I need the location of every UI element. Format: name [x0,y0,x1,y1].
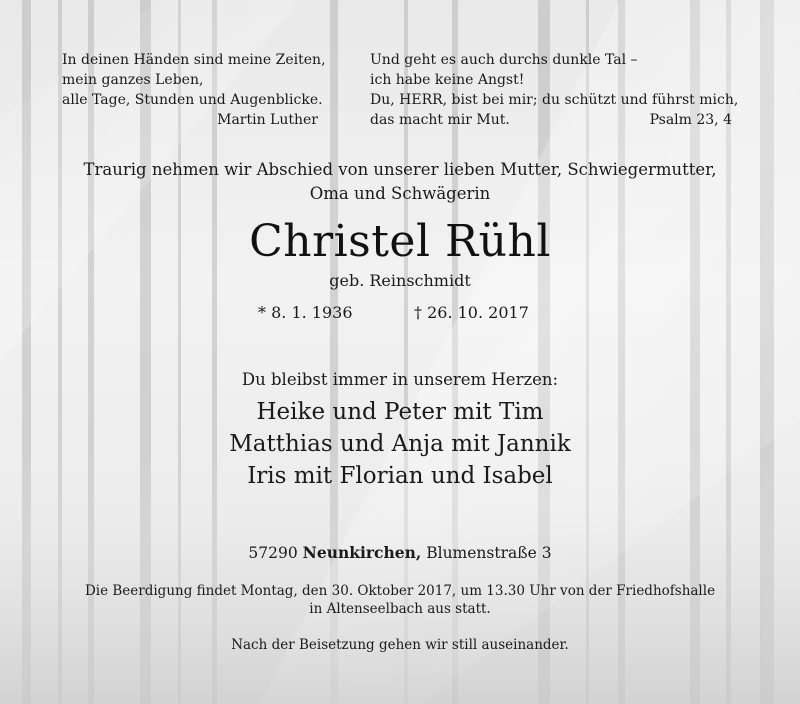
funeral-notice [0,582,800,618]
mourners-list [0,396,800,492]
verse-line: das macht mir Mut. [370,112,510,128]
intro-line: Traurig nehmen wir Abschied von unserer lieben Mutter, Schwiegermutter, [83,160,717,179]
verse-line: mein ganzes Leben, [62,72,204,88]
mourner-line: Iris mit Florian und Isabel [247,463,553,489]
verse-line: Du, HERR, bist bei mir; du schützt und führst mich, [370,92,739,108]
verse-author: Martin Luther [217,112,318,128]
address-town: Neunkirchen, [302,543,422,562]
mourner-line: Heike und Peter mit Tim [256,399,544,425]
verse-line: alle Tage, Stunden und Augenblicke. [62,92,323,108]
maiden-name: geb. Reinschmidt [329,271,471,290]
verse-left [62,50,326,130]
birth-date: * 8. 1. 1936 [258,303,353,322]
funeral-line: Die Beerdigung findet Montag, den 30. Oktober 2017, um 13.30 Uhr von der Friedhofshalle [84,583,716,599]
verse-line: In deinen Händen sind meine Zeiten, [62,52,326,68]
verse-last-row [370,110,732,130]
closing-line: Nach der Beisetzung gehen wir still auseinander. [231,637,569,653]
death-date: † 26. 10. 2017 [414,303,529,322]
intro-text [0,158,800,206]
address-line [0,542,800,564]
verse-right [370,50,739,130]
funeral-line: in Altenseelbach aus statt. [309,601,491,617]
deceased-name: Christel Rühl [249,216,551,267]
mourner-line: Matthias und Anja mit Jannik [229,431,571,457]
verse-source: Psalm 23, 4 [649,112,732,128]
address-zip: 57290 [248,544,298,562]
intro-line: Oma und Schwägerin [309,184,491,203]
address-street: Blumenstraße 3 [426,544,552,562]
verse-line: Und geht es auch durchs dunkle Tal – [370,52,638,68]
heart-line: Du bleibst immer in unserem Herzen: [241,370,559,389]
verse-line: ich habe keine Angst! [370,72,525,88]
